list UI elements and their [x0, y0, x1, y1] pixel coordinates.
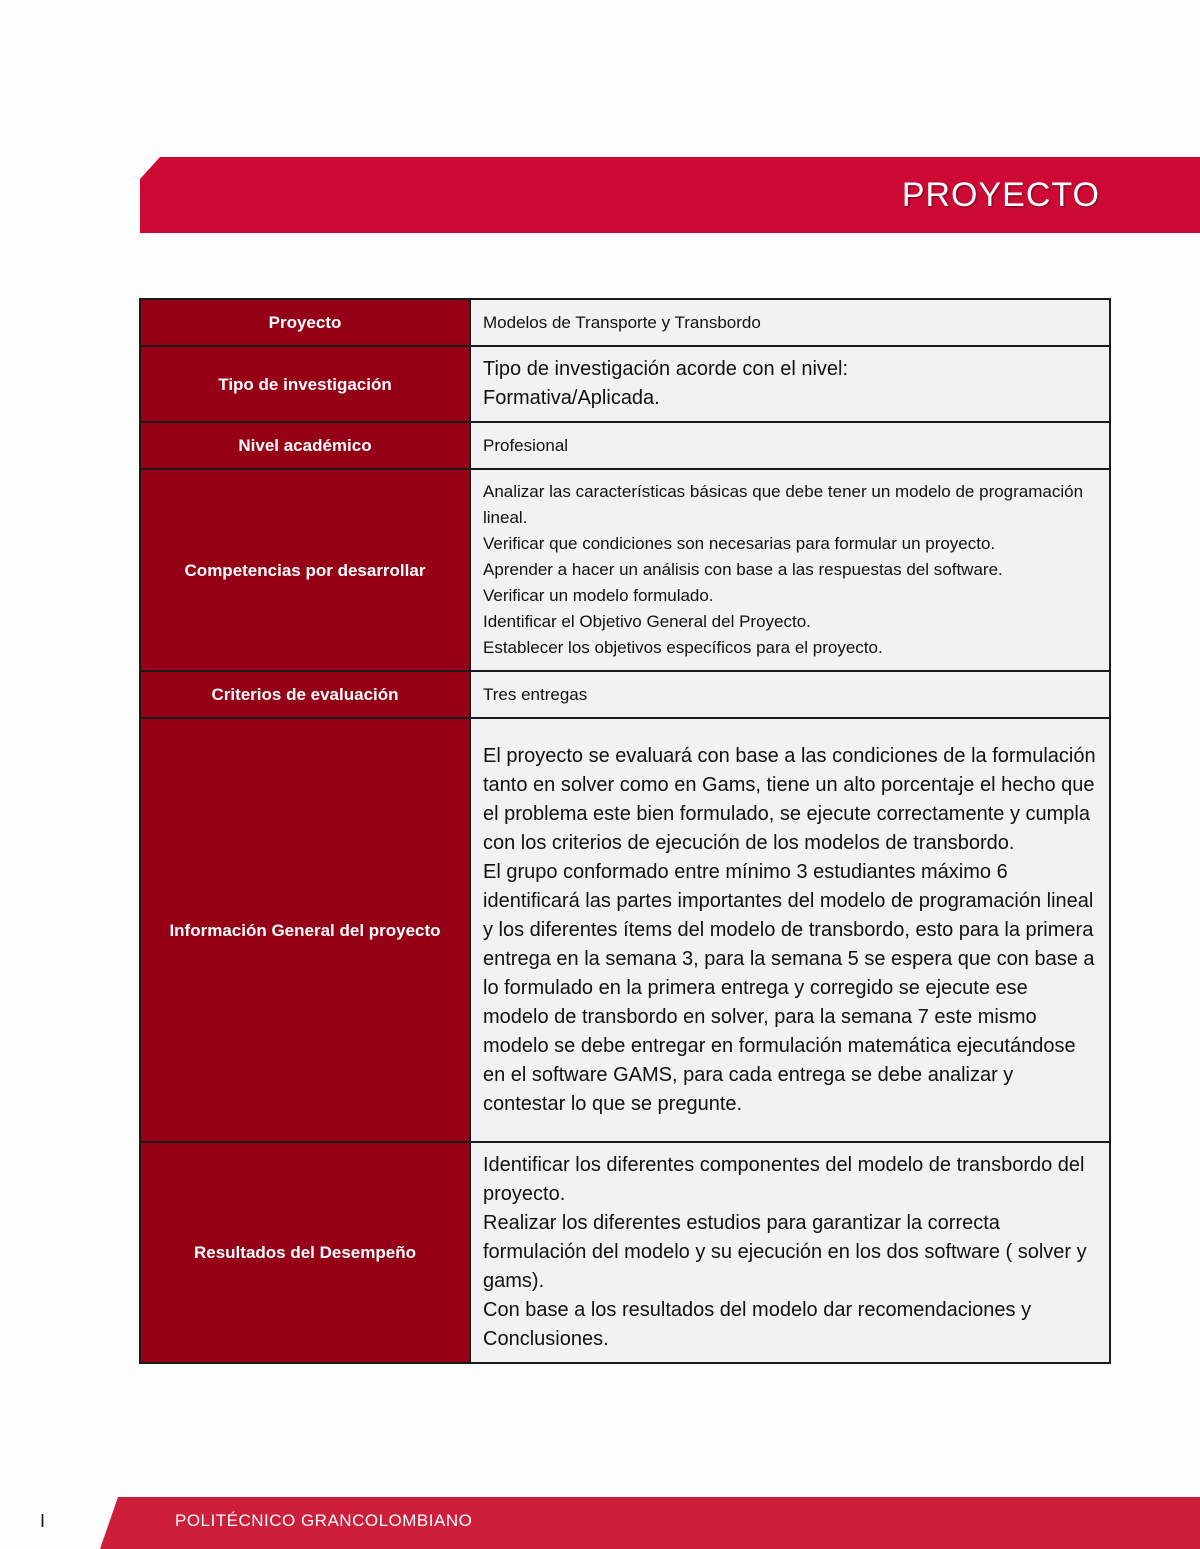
row-value-resultados	[470, 1142, 1110, 1363]
value-line: Establecer los objetivos específicos para el proyecto.	[483, 638, 883, 657]
table-row	[140, 469, 1110, 671]
row-value-criterios	[470, 671, 1110, 718]
row-value-informacion-general	[470, 718, 1110, 1142]
row-value-proyecto	[470, 299, 1110, 346]
table-row	[140, 346, 1110, 422]
value-line: Profesional	[483, 435, 569, 455]
value-line: Verificar un modelo formulado.	[483, 586, 714, 605]
row-label-criterios: Criterios de evaluación	[140, 671, 470, 718]
project-info-table	[139, 298, 1111, 1364]
row-value-nivel-academico	[470, 422, 1110, 469]
table-row	[140, 718, 1110, 1142]
value-line: Identificar el Objetivo General del Proyecto.	[483, 612, 811, 631]
page-number: I	[40, 1511, 46, 1531]
table-row	[140, 671, 1110, 718]
value-line: Tipo de investigación acorde con el nivel:	[483, 358, 849, 380]
value-line: Verificar que condiciones son necesarias para formular un proyecto.	[483, 534, 996, 553]
page-title: PROYECTO	[901, 176, 1100, 214]
value-line: Con base a los resultados del modelo dar recomendaciones y Conclusiones.	[483, 1299, 1032, 1350]
banner-notch	[140, 157, 160, 179]
row-label-nivel-academico: Nivel académico	[140, 422, 470, 469]
institution-name: POLITÉCNICO GRANCOLOMBIANO	[175, 1511, 473, 1530]
row-label-competencias: Competencias por desarrollar	[140, 469, 470, 671]
value-line: Realizar los diferentes estudios para garantizar la correcta formulación del modelo y su ejecución en los dos software ( solver y gams).	[483, 1212, 1087, 1292]
row-label-informacion-general: Información General del proyecto	[140, 718, 470, 1142]
footer-bar	[0, 1497, 1200, 1549]
row-value-competencias	[470, 469, 1110, 671]
value-line: Aprender a hacer un análisis con base a las respuestas del software.	[483, 560, 1003, 579]
table-row	[140, 422, 1110, 469]
row-label-proyecto: Proyecto	[140, 299, 470, 346]
value-line: El proyecto se evaluará con base a las condiciones de la formulación tanto en solver como en Gams, tiene un alto porcentaje el hecho que el problema este bien formulado, se ejecute correctamente y cumpla con los criterios de ejecución de los modelos de transbordo.	[483, 744, 1096, 854]
table-row	[140, 299, 1110, 346]
value-line: Analizar las características básicas que debe tener un modelo de programación lineal.	[483, 482, 1084, 527]
footer-slant	[100, 1497, 118, 1549]
row-label-tipo-investigacion: Tipo de investigación	[140, 346, 470, 422]
value-line: Tres entregas	[483, 684, 588, 704]
value-line: Formativa/Aplicada.	[483, 387, 660, 409]
value-line: El grupo conformado entre mínimo 3 estudiantes máximo 6 identificará las partes importantes del modelo de programación lineal y los diferentes ítems del modelo de transbordo, esto para la primera entrega en la semana 3, para la semana 5 se espera que con base a lo formulado en la primera entrega y corregido se ejecute ese modelo de transbordo en solver, para la semana 7 este mismo modelo se debe entregar en formulación matemática ejecutándose en el software GAMS, para cada entrega se debe analizar y contestar lo que se pregunte.	[483, 860, 1095, 1115]
row-label-resultados: Resultados del Desempeño	[140, 1142, 470, 1363]
table-row	[140, 1142, 1110, 1363]
value-line: Identificar los diferentes componentes del modelo de transbordo del proyecto.	[483, 1154, 1085, 1205]
row-value-tipo-investigacion	[470, 346, 1110, 422]
footer-left-block	[0, 1497, 100, 1549]
value-line: Modelos de Transporte y Transbordo	[483, 312, 761, 332]
